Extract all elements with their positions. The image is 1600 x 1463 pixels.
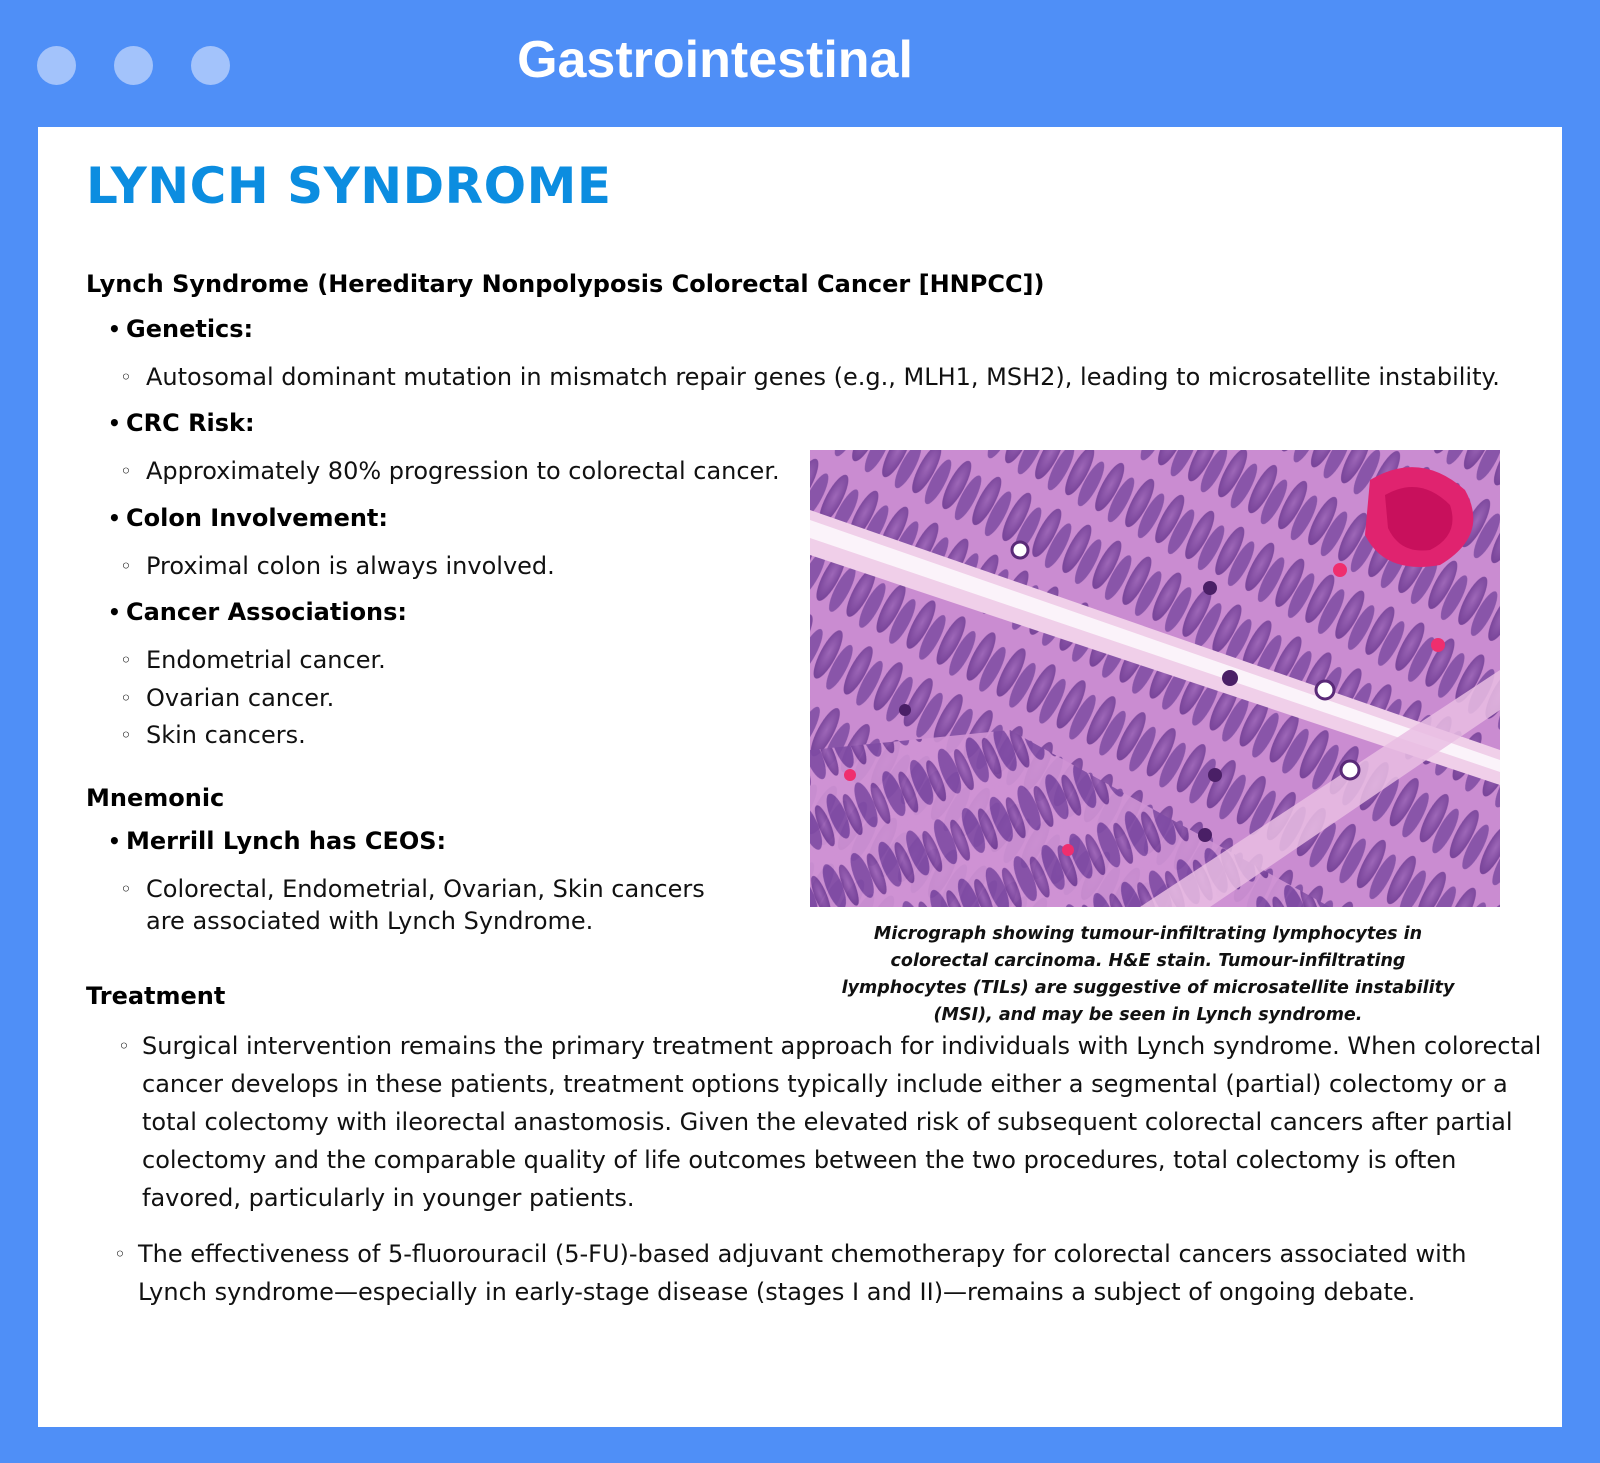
mnemonic-heading: Mnemonic [86,784,225,812]
cancer-item-ovarian: ◦ Ovarian cancer. [120,682,806,714]
content-panel [38,127,1562,1427]
crc-text: ◦ Approximately 80% progression to colorectal cancer. [120,455,806,487]
treatment-item-surgery: ◦ Surgical intervention remains the primary treatment approach for individuals with Lynch syndrome. When colorectal cancer develops in these patients, treatment options typically include either a segmental (partial) colectomy or a total colectomy with ileorectal anastomosis. Given the elevated risk of subsequent colorectal cancers after partial colectomy and the comparable quality of life outcomes between the two procedures, total colectomy is often favored, particularly in younger patients. [118,1027,1542,1217]
cancer-item-endometrial: ◦ Endometrial cancer. [120,644,806,676]
cancer-item-skin: ◦ Skin cancers. [120,719,806,751]
window-title: Gastrointestinal [517,31,913,89]
genetics-label: • Genetics: [108,315,253,343]
colon-label: • Colon Involvement: [108,504,388,532]
page-title: LYNCH SYNDROME [86,157,612,215]
colon-text: ◦ Proximal colon is always involved. [120,550,806,582]
overview-heading: Lynch Syndrome (Hereditary Nonpolyposis Colorectal Cancer [HNPCC]) [86,270,1045,298]
micrograph-caption: Micrograph showing tumour-infiltrating lymphocytes in colorectal carcinoma. H&E stain. Tumour-infiltrating lymphocytes (TILs) are suggestive of microsatellite instability (MSI), and may be seen in Lynch syndrome. [841,924,1455,1025]
mnemonic-text: ◦ Colorectal, Endometrial, Ovarian, Skin cancers are associated with Lynch Syndrome. [120,873,746,937]
crc-label: • CRC Risk: [108,409,255,437]
cancer-associations-label: • Cancer Associations: [108,598,407,626]
treatment-heading: Treatment [86,982,226,1010]
mnemonic-label: • Merrill Lynch has CEOS: [108,827,446,855]
genetics-text: ◦ Autosomal dominant mutation in mismatch repair genes (e.g., MLH1, MSH2), leading to microsatellite instability. [120,361,1546,393]
treatment-item-chemotherapy: ◦ The effectiveness of 5-fluorouracil (5-FU)-based adjuvant chemotherapy for colorectal cancers associated with Lynch syndrome—especially in early-stage disease (stages I and II)—remains a subject of ongoing debate. [114,1235,1538,1311]
micrograph-image [810,450,1500,907]
